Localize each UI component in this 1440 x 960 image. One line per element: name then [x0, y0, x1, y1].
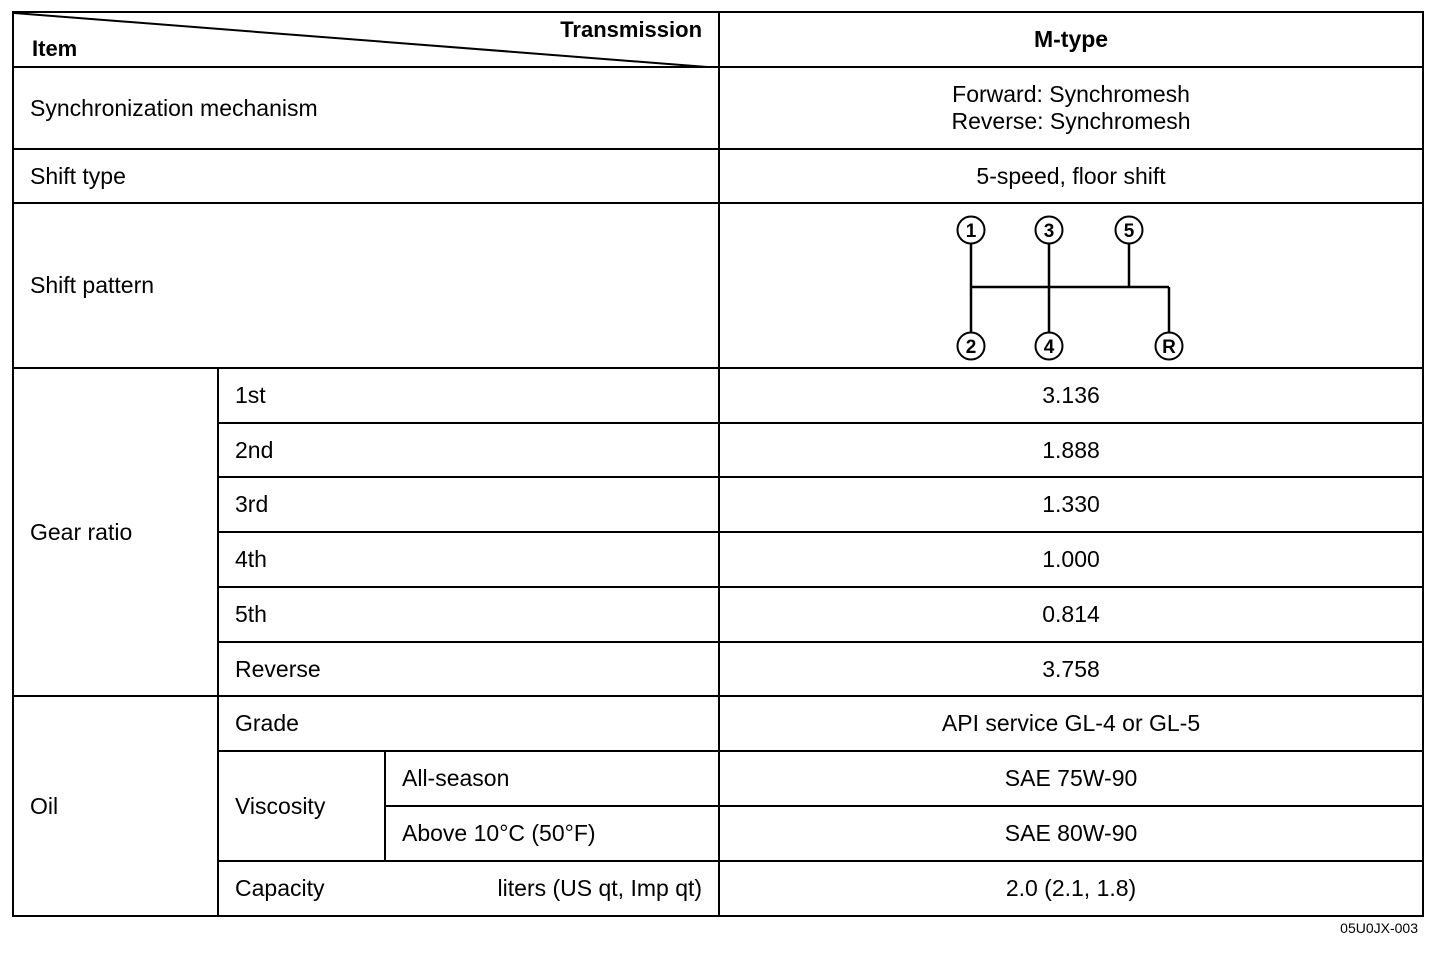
oil-capacity-label: Capacity [235, 875, 325, 901]
oil-grade-value: API service GL-4 or GL-5 [719, 696, 1423, 751]
shift-type-label: Shift type [13, 149, 719, 203]
oil-capacity-unit: liters (US qt, Imp qt) [497, 875, 703, 901]
oil-viscosity-label: Viscosity [218, 751, 385, 861]
sync-reverse-value: Reverse: Synchromesh [951, 108, 1191, 134]
header-row [13, 12, 1423, 67]
shift-pattern-label: Shift pattern [13, 203, 719, 368]
gear-2-label: 2 [965, 336, 977, 358]
gear-ratio-2nd: 1.888 [719, 423, 1423, 477]
gear-3-label: 3 [1043, 220, 1055, 242]
shift-type-row [13, 149, 1423, 203]
gear-ratio-row-3rd [13, 477, 1423, 532]
shift-pattern-diagram [941, 211, 1201, 361]
viscosity-all-season-label: All-season [385, 751, 719, 806]
gear-name-1st: 1st [218, 368, 719, 423]
gear-ratio-3rd: 1.330 [719, 477, 1423, 532]
header-transmission-label: Transmission [560, 17, 703, 42]
gear-1-label: 1 [965, 220, 977, 242]
gear-name-2nd: 2nd [218, 423, 719, 477]
gear-ratio-row-5th [13, 587, 1423, 642]
shift-type-value: 5-speed, floor shift [719, 149, 1423, 203]
gear-5-label: 5 [1123, 220, 1135, 242]
shift-pattern-cell [719, 203, 1423, 368]
viscosity-above-value: SAE 80W-90 [719, 806, 1423, 861]
sync-row [13, 67, 1423, 149]
header-item-transmission-cell [13, 12, 719, 67]
oil-capacity-cell [218, 861, 719, 916]
gear-ratio-row-1st [13, 368, 1423, 423]
viscosity-above-label: Above 10°C (50°F) [385, 806, 719, 861]
gear-4-label: 4 [1043, 336, 1055, 358]
gear-r-label: R [1162, 336, 1176, 358]
gear-ratio-row-4th [13, 532, 1423, 587]
gear-name-reverse: Reverse [218, 642, 719, 696]
sync-value [719, 67, 1423, 149]
gear-ratio-4th: 1.000 [719, 532, 1423, 587]
gear-name-3rd: 3rd [218, 477, 719, 532]
oil-capacity-value: 2.0 (2.1, 1.8) [719, 861, 1423, 916]
oil-grade-label: Grade [218, 696, 719, 751]
gear-ratio-row-reverse [13, 642, 1423, 696]
sync-forward-value: Forward: Synchromesh [952, 81, 1190, 107]
oil-grade-row [13, 696, 1423, 751]
sync-label: Synchronization mechanism [13, 67, 719, 149]
header-item-label: Item [32, 36, 78, 61]
gear-ratio-label: Gear ratio [13, 368, 218, 696]
gear-name-4th: 4th [218, 532, 719, 587]
viscosity-all-season-value: SAE 75W-90 [719, 751, 1423, 806]
shift-pattern-row [13, 203, 1423, 368]
transmission-spec-table [12, 11, 1424, 917]
header-type-label: M-type [719, 12, 1423, 67]
figure-code: 05U0JX-003 [1340, 920, 1418, 936]
oil-capacity-row [13, 861, 1423, 916]
gear-ratio-5th: 0.814 [719, 587, 1423, 642]
oil-viscosity-all-season-row [13, 751, 1423, 806]
gear-ratio-reverse: 3.758 [719, 642, 1423, 696]
oil-label: Oil [13, 696, 218, 916]
gear-name-5th: 5th [218, 587, 719, 642]
gear-ratio-1st: 3.136 [719, 368, 1423, 423]
gear-ratio-row-2nd [13, 423, 1423, 477]
